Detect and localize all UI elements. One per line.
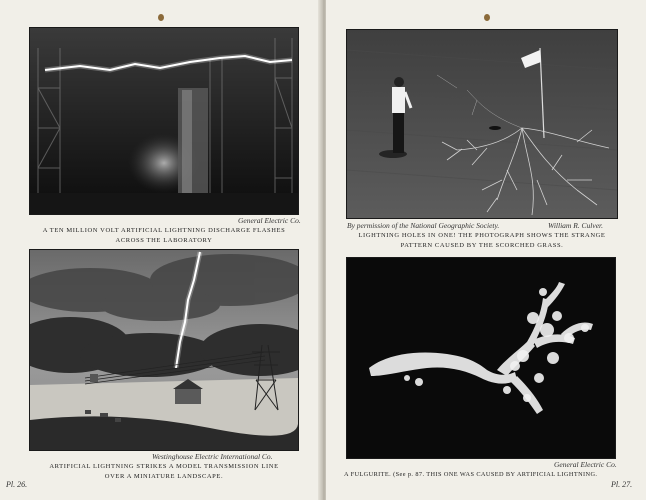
plate-number: Pl. 26. [6, 480, 28, 489]
photo-caption: A FULGURITE. (See p. 87. THIS ONE WAS CAUSED BY ARTIFICIAL LIGHTNING. [344, 471, 598, 478]
right-page [326, 0, 646, 500]
photo-credit: By permission of the National Geographic Society. [347, 221, 500, 230]
caption-line: LIGHTNING HOLES IN ONE! THE PHOTOGRAPH SHOWS THE STRANGE [358, 232, 606, 239]
left-page [0, 0, 322, 500]
photo-caption [347, 231, 617, 251]
fulgurite-photo [347, 258, 615, 458]
photographer-credit: William R. Culver. [548, 221, 603, 230]
photo-credit: General Electric Co. [554, 460, 617, 469]
photo-caption [30, 226, 298, 246]
caption-line: ACROSS THE LABORATORY [115, 237, 213, 244]
caption-line: ARTIFICIAL LIGHTNING STRIKES A MODEL TRANSMISSION LINE [49, 463, 279, 470]
golf-green-photo [347, 30, 617, 218]
plate-number: Pl. 27. [611, 480, 633, 489]
caption-line: PATTERN CAUSED BY THE SCORCHED GRASS. [400, 242, 564, 249]
pin-mark [158, 14, 164, 21]
photo-credit: General Electric Co. [238, 216, 301, 225]
photo-credit: Westinghouse Electric International Co. [152, 452, 273, 461]
lab-lightning-photo [30, 28, 298, 214]
photo-caption [30, 462, 298, 482]
pin-mark [484, 14, 490, 21]
caption-line: OVER A MINIATURE LANDSCAPE. [104, 473, 224, 480]
model-landscape-photo [30, 250, 298, 450]
caption-line: A TEN MILLION VOLT ARTIFICIAL LIGHTNING DISCHARGE FLASHES [42, 227, 286, 234]
